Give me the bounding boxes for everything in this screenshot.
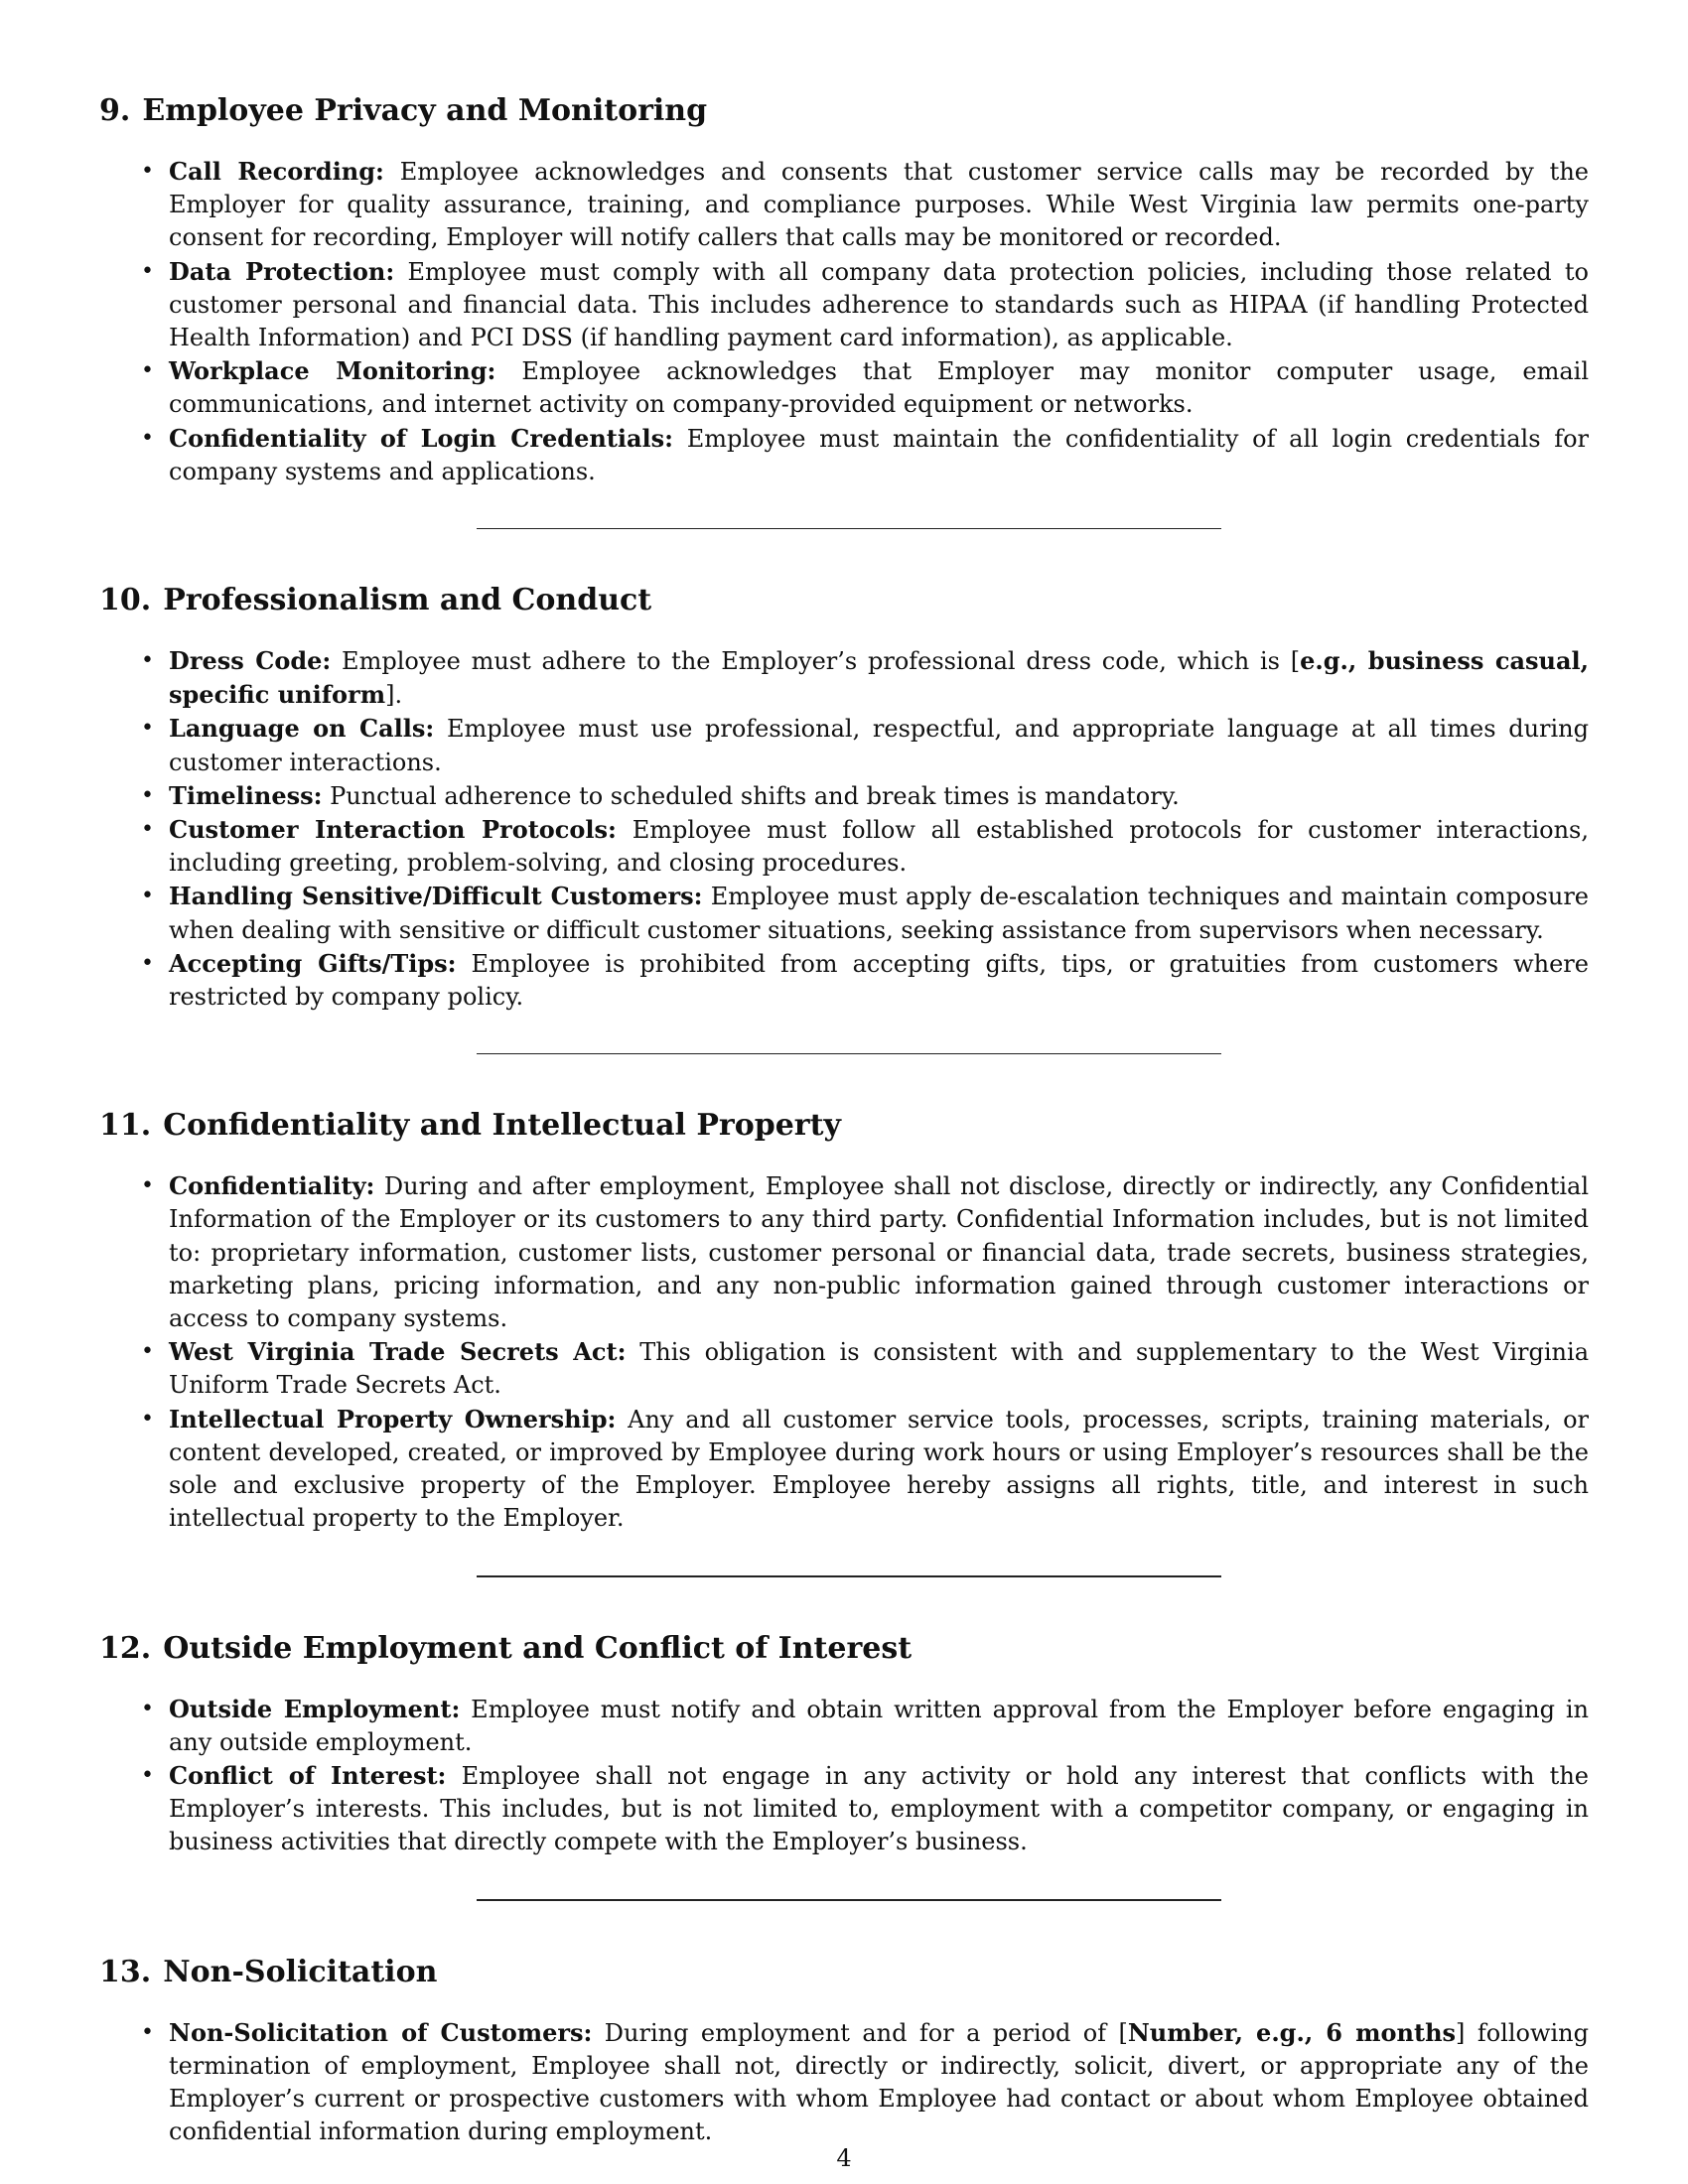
bullet-list [99, 1693, 1589, 1859]
list-item: • Outside Employment: Employee must notify and obtain written approval from the Employer before engaging in any outside employment. [169, 1693, 1589, 1759]
list-item: • Non-Solicitation of Customers: During employment and for a period of [Number, e.g., 6 months] following termination of employment, Employee shall not, directly or indirectly, solicit, divert, or appropriate any of the Employer’s current or prospective customers with whom Employee had contact or about whom Employee obtained confidential information during employment. [169, 2016, 1589, 2149]
section-divider [477, 1575, 1221, 1577]
section-heading: 11. Confidentiality and Intellectual Property [99, 1108, 841, 1144]
section-heading: 12. Outside Employment and Conflict of Interest [99, 1630, 913, 1666]
section-12 [99, 1629, 1589, 1859]
list-item: • Accepting Gifts/Tips: Employee is prohibited from accepting gifts, tips, or gratuities from customers where restricted by company policy. [169, 947, 1589, 1014]
list-item: • Customer Interaction Protocols: Employee must follow all established protocols for customer interactions, including greeting, problem-solving, and closing procedures. [169, 813, 1589, 880]
list-item: • Confidentiality of Login Credentials: Employee must maintain the confidentiality of all login credentials for company systems and applications. [169, 422, 1589, 488]
section-13 [99, 1953, 1589, 2149]
page-number: 4 [836, 2144, 852, 2172]
list-item: • Call Recording: Employee acknowledges and consents that customer service calls may be recorded by the Employer for quality assurance, training, and compliance purposes. While West Virginia law permits one-party consent for recording, Employer will notify callers that calls may be monitored or recorded. [169, 155, 1589, 255]
list-item: • Data Protection: Employee must comply with all company data protection policies, including those related to customer personal and financial data. This includes adherence to standards such as HIPAA (if handling Protected Health Information) and PCI DSS (if handling payment card information), as applicable. [169, 255, 1589, 355]
list-item: • Language on Calls: Employee must use professional, respectful, and appropriate language at all times during customer interactions. [169, 712, 1589, 778]
list-item: • Conflict of Interest: Employee shall not engage in any activity or hold any interest that conflicts with the Employer’s interests. This includes, but is not limited to, employment with a competitor company, or engaging in business activities that directly compete with the Employer’s business. [169, 1759, 1589, 1859]
list-item: • West Virginia Trade Secrets Act: This obligation is consistent with and supplementary to the West Virginia Uniform Trade Secrets Act. [169, 1335, 1589, 1402]
section-divider [477, 528, 1221, 529]
bullet-list [99, 644, 1589, 1014]
bullet-list [99, 155, 1589, 488]
section-heading: 10. Professionalism and Conduct [99, 583, 652, 618]
list-item: • Confidentiality: During and after employment, Employee shall not disclose, directly or indirectly, any Confidential Information of the Employer or its customers to any third party. Confidential Information includes, but is not limited to: proprietary information, customer lists, customer personal or financial data, trade secrets, business strategies, marketing plans, pricing information, and any non-public information gained through customer interactions or access to company systems. [169, 1169, 1589, 1335]
bullet-list [99, 2016, 1589, 2149]
section-heading: 9. Employee Privacy and Monitoring [99, 93, 708, 128]
section-divider [477, 1053, 1221, 1054]
document-page [99, 91, 1589, 2148]
section-divider [477, 1899, 1221, 1901]
bullet-list [99, 1169, 1589, 1535]
section-11 [99, 1106, 1589, 1535]
section-10 [99, 581, 1589, 1014]
list-item: • Timeliness: Punctual adherence to scheduled shifts and break times is mandatory. [169, 779, 1589, 813]
list-item: • Dress Code: Employee must adhere to the Employer’s professional dress code, which is [e.g., business casual, specific uniform]. [169, 644, 1589, 712]
list-item: • Workplace Monitoring: Employee acknowledges that Employer may monitor computer usage, email communications, and internet activity on company-provided equipment or networks. [169, 354, 1589, 421]
list-item: • Intellectual Property Ownership: Any and all customer service tools, processes, scripts, training materials, or content developed, created, or improved by Employee during work hours or using Employer’s resources shall be the sole and exclusive property of the Employer. Employee hereby assigns all rights, title, and interest in such intellectual property to the Employer. [169, 1403, 1589, 1536]
list-item: • Handling Sensitive/Difficult Customers: Employee must apply de-escalation techniques and maintain composure when dealing with sensitive or difficult customer situations, seeking assistance from supervisors when necessary. [169, 880, 1589, 946]
section-9 [99, 91, 1589, 488]
section-heading: 13. Non-Solicitation [99, 1954, 438, 1989]
